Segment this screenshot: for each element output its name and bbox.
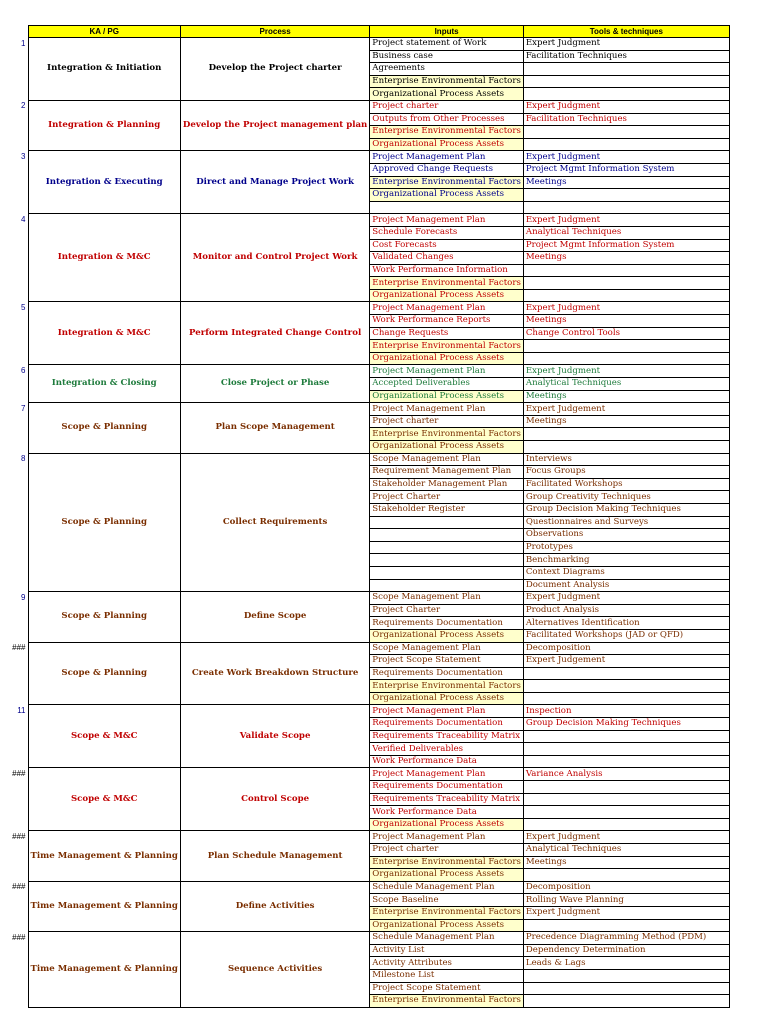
- table-row: [6, 365, 729, 378]
- input-cell: Requirements Traceability Matrix: [370, 793, 524, 806]
- input-cell: Organizational Process Assets: [370, 869, 524, 882]
- input-cell: Organizational Process Assets: [370, 289, 524, 302]
- input-cell: [370, 529, 524, 542]
- tool-cell: Meetings: [523, 390, 729, 403]
- input-cell: Work Performance Reports: [370, 315, 524, 328]
- tool-cell: Decomposition: [523, 881, 729, 894]
- tool-cell: [523, 277, 729, 290]
- table-row: [6, 453, 729, 466]
- tool-cell: [523, 919, 729, 932]
- knowledge-area-cell: Scope & Planning: [28, 453, 180, 592]
- tool-cell: Meetings: [523, 415, 729, 428]
- tool-cell: [523, 88, 729, 101]
- input-cell: Activity List: [370, 944, 524, 957]
- input-cell: Organizational Process Assets: [370, 629, 524, 642]
- process-number: 8: [21, 454, 26, 464]
- input-cell: Project charter: [370, 844, 524, 857]
- input-cell: Stakeholder Register: [370, 503, 524, 516]
- process-name-cell: Direct and Manage Project Work: [180, 151, 369, 214]
- input-cell: [370, 579, 524, 592]
- input-cell: Requirement Management Plan: [370, 466, 524, 479]
- input-cell: Organizational Process Assets: [370, 692, 524, 705]
- process-name-cell: Perform Integrated Change Control: [180, 302, 369, 365]
- knowledge-area-cell: Scope & M&C: [28, 705, 180, 768]
- input-cell: Project charter: [370, 415, 524, 428]
- knowledge-area-cell: Integration & M&C: [28, 302, 180, 365]
- input-cell: Verified Deliverables: [370, 743, 524, 756]
- input-cell: Project Charter: [370, 491, 524, 504]
- input-cell: Work Performance Data: [370, 755, 524, 768]
- tool-cell: [523, 730, 729, 743]
- input-cell: Enterprise Environmental Factors: [370, 277, 524, 290]
- input-cell: Requirements Documentation: [370, 667, 524, 680]
- tool-cell: [523, 352, 729, 365]
- header-process: Process: [180, 26, 369, 38]
- process-number: 3: [21, 151, 26, 161]
- input-cell: Organizational Process Assets: [370, 818, 524, 831]
- tool-cell: Observations: [523, 529, 729, 542]
- process-number: 6: [21, 365, 26, 375]
- tool-cell: Alternatives Identification: [523, 617, 729, 630]
- tool-cell: Facilitated Workshops: [523, 478, 729, 491]
- input-cell: Validated Changes: [370, 252, 524, 265]
- input-cell: Project Management Plan: [370, 705, 524, 718]
- tool-cell: Analytical Techniques: [523, 226, 729, 239]
- knowledge-area-cell: Scope & Planning: [28, 592, 180, 642]
- table-row: [6, 642, 729, 655]
- process-number: ###: [12, 932, 26, 942]
- process-name-cell: Define Activities: [180, 881, 369, 931]
- table-row: [6, 302, 729, 315]
- tool-cell: Expert Judgment: [523, 365, 729, 378]
- tool-cell: Facilitation Techniques: [523, 50, 729, 63]
- process-number: 2: [21, 101, 26, 111]
- tool-cell: [523, 63, 729, 76]
- tool-cell: [523, 289, 729, 302]
- process-number: 9: [21, 592, 26, 602]
- input-cell: Enterprise Environmental Factors: [370, 906, 524, 919]
- tool-cell: Benchmarking: [523, 554, 729, 567]
- process-number: ###: [12, 643, 26, 652]
- input-cell: Enterprise Environmental Factors: [370, 176, 524, 189]
- tool-cell: [523, 692, 729, 705]
- tool-cell: Expert Judgment: [523, 38, 729, 51]
- table-row: [6, 705, 729, 718]
- process-number: ###: [12, 768, 26, 778]
- input-cell: Requirements Documentation: [370, 617, 524, 630]
- tool-cell: [523, 781, 729, 794]
- input-cell: Enterprise Environmental Factors: [370, 680, 524, 693]
- input-cell: Organizational Process Assets: [370, 88, 524, 101]
- header-ka-pg: KA / PG: [28, 26, 180, 38]
- tool-cell: [523, 126, 729, 139]
- table-row: [6, 403, 729, 416]
- tool-cell: Expert Judgment: [523, 302, 729, 315]
- tool-cell: Interviews: [523, 453, 729, 466]
- tool-cell: [523, 995, 729, 1008]
- knowledge-area-cell: Integration & M&C: [28, 214, 180, 302]
- process-name-cell: Validate Scope: [180, 705, 369, 768]
- table-row: [6, 100, 729, 113]
- input-cell: Milestone List: [370, 969, 524, 982]
- input-cell: Organizational Process Assets: [370, 189, 524, 202]
- input-cell: Organizational Process Assets: [370, 352, 524, 365]
- input-cell: Scope Management Plan: [370, 642, 524, 655]
- tool-cell: Facilitation Techniques: [523, 113, 729, 126]
- process-number: 1: [21, 38, 26, 48]
- input-cell: Approved Change Requests: [370, 163, 524, 176]
- tool-cell: [523, 201, 729, 214]
- input-cell: Cost Forecasts: [370, 239, 524, 252]
- tool-cell: [523, 75, 729, 88]
- input-cell: Organizational Process Assets: [370, 441, 524, 454]
- tool-cell: Decomposition: [523, 642, 729, 655]
- input-cell: Project Management Plan: [370, 151, 524, 164]
- tool-cell: Prototypes: [523, 541, 729, 554]
- tool-cell: [523, 806, 729, 819]
- table-row: [6, 214, 729, 227]
- input-cell: Scope Management Plan: [370, 592, 524, 605]
- tool-cell: [523, 869, 729, 882]
- input-cell: Project Management Plan: [370, 365, 524, 378]
- tool-cell: Expert Judgment: [523, 100, 729, 113]
- knowledge-area-cell: Time Management & Planning: [28, 881, 180, 931]
- process-name-cell: Create Work Breakdown Structure: [180, 642, 369, 705]
- header-tools: Tools & techniques: [523, 26, 729, 38]
- table-row: [6, 881, 729, 894]
- input-cell: Project Management Plan: [370, 403, 524, 416]
- knowledge-area-cell: Integration & Planning: [28, 100, 180, 150]
- tool-cell: [523, 340, 729, 353]
- process-name-cell: Collect Requirements: [180, 453, 369, 592]
- knowledge-area-cell: Integration & Executing: [28, 151, 180, 214]
- input-cell: Enterprise Environmental Factors: [370, 856, 524, 869]
- input-cell: Enterprise Environmental Factors: [370, 340, 524, 353]
- tool-cell: [523, 264, 729, 277]
- input-cell: Stakeholder Management Plan: [370, 478, 524, 491]
- tool-cell: [523, 667, 729, 680]
- knowledge-area-cell: Integration & Closing: [28, 365, 180, 403]
- tool-cell: Meetings: [523, 315, 729, 328]
- tool-cell: [523, 189, 729, 202]
- tool-cell: Group Decision Making Techniques: [523, 718, 729, 731]
- input-cell: Organizational Process Assets: [370, 919, 524, 932]
- tool-cell: Expert Judgment: [523, 831, 729, 844]
- input-cell: Schedule Management Plan: [370, 932, 524, 945]
- input-cell: [370, 566, 524, 579]
- process-name-cell: Plan Schedule Management: [180, 831, 369, 881]
- input-cell: [370, 201, 524, 214]
- tool-cell: Group Decision Making Techniques: [523, 503, 729, 516]
- tool-cell: Meetings: [523, 252, 729, 265]
- tool-cell: Facilitated Workshops (JAD or QFD): [523, 629, 729, 642]
- input-cell: Agreements: [370, 63, 524, 76]
- input-cell: Change Requests: [370, 327, 524, 340]
- tool-cell: Project Mgmt Information System: [523, 239, 729, 252]
- process-number: ###: [12, 831, 26, 841]
- input-cell: Project Management Plan: [370, 768, 524, 781]
- input-cell: Scope Baseline: [370, 894, 524, 907]
- tool-cell: [523, 441, 729, 454]
- input-cell: [370, 541, 524, 554]
- input-cell: Requirements Documentation: [370, 781, 524, 794]
- process-number: ###: [12, 882, 26, 892]
- input-cell: Enterprise Environmental Factors: [370, 75, 524, 88]
- tool-cell: [523, 428, 729, 441]
- tool-cell: Expert Judgment: [523, 906, 729, 919]
- tool-cell: [523, 969, 729, 982]
- tool-cell: Inspection: [523, 705, 729, 718]
- input-cell: Organizational Process Assets: [370, 390, 524, 403]
- header-row: [6, 26, 729, 38]
- itto-table: [6, 25, 730, 1008]
- tool-cell: Precedence Diagramming Method (PDM): [523, 932, 729, 945]
- input-cell: Project statement of Work: [370, 38, 524, 51]
- tool-cell: Dependency Determination: [523, 944, 729, 957]
- tool-cell: Project Mgmt Information System: [523, 163, 729, 176]
- input-cell: Enterprise Environmental Factors: [370, 126, 524, 139]
- tool-cell: Leads & Lags: [523, 957, 729, 970]
- tool-cell: Context Diagrams: [523, 566, 729, 579]
- process-name-cell: Develop the Project charter: [180, 38, 369, 101]
- tool-cell: Variance Analysis: [523, 768, 729, 781]
- tool-cell: Expert Judgement: [523, 655, 729, 668]
- process-name-cell: Sequence Activities: [180, 932, 369, 1008]
- input-cell: Project Management Plan: [370, 302, 524, 315]
- process-name-cell: Plan Scope Management: [180, 403, 369, 453]
- knowledge-area-cell: Time Management & Planning: [28, 831, 180, 881]
- process-number: 4: [21, 214, 26, 224]
- tool-cell: Document Analysis: [523, 579, 729, 592]
- table-row: [6, 151, 729, 164]
- input-cell: Project Scope Statement: [370, 655, 524, 668]
- tool-cell: Product Analysis: [523, 604, 729, 617]
- input-cell: [370, 554, 524, 567]
- tool-cell: Expert Judgement: [523, 403, 729, 416]
- input-cell: Outputs from Other Processes: [370, 113, 524, 126]
- process-name-cell: Close Project or Phase: [180, 365, 369, 403]
- input-cell: Business case: [370, 50, 524, 63]
- tool-cell: [523, 793, 729, 806]
- process-name-cell: Monitor and Control Project Work: [180, 214, 369, 302]
- tool-cell: Expert Judgment: [523, 214, 729, 227]
- table-row: [6, 768, 729, 781]
- tool-cell: [523, 982, 729, 995]
- knowledge-area-cell: Integration & Initiation: [28, 38, 180, 101]
- process-number: 11: [17, 705, 26, 715]
- tool-cell: Change Control Tools: [523, 327, 729, 340]
- tool-cell: Questionnaires and Surveys: [523, 516, 729, 529]
- tool-cell: [523, 680, 729, 693]
- table-body: [6, 38, 729, 1008]
- process-name-cell: Develop the Project management plan: [180, 100, 369, 150]
- input-cell: Schedule Management Plan: [370, 881, 524, 894]
- knowledge-area-cell: Time Management & Planning: [28, 932, 180, 1008]
- table-row: [6, 831, 729, 844]
- input-cell: Work Performance Information: [370, 264, 524, 277]
- tool-cell: Expert Judgment: [523, 151, 729, 164]
- tool-cell: [523, 755, 729, 768]
- header-num: [6, 26, 28, 38]
- input-cell: Project Management Plan: [370, 214, 524, 227]
- tool-cell: [523, 743, 729, 756]
- input-cell: Requirements Traceability Matrix: [370, 730, 524, 743]
- header-inputs: Inputs: [370, 26, 524, 38]
- process-name-cell: Control Scope: [180, 768, 369, 831]
- tool-cell: Group Creativity Techniques: [523, 491, 729, 504]
- tool-cell: Rolling Wave Planning: [523, 894, 729, 907]
- tool-cell: Expert Judgment: [523, 592, 729, 605]
- input-cell: Schedule Forecasts: [370, 226, 524, 239]
- input-cell: [370, 516, 524, 529]
- tool-cell: Analytical Techniques: [523, 378, 729, 391]
- input-cell: Enterprise Environmental Factors: [370, 995, 524, 1008]
- table-row: [6, 592, 729, 605]
- tool-cell: Analytical Techniques: [523, 844, 729, 857]
- input-cell: Project Management Plan: [370, 831, 524, 844]
- input-cell: Organizational Process Assets: [370, 138, 524, 151]
- input-cell: Accepted Deliverables: [370, 378, 524, 391]
- table-row: [6, 38, 729, 51]
- table-row: [6, 932, 729, 945]
- input-cell: Project charter: [370, 100, 524, 113]
- tool-cell: [523, 138, 729, 151]
- input-cell: Scope Management Plan: [370, 453, 524, 466]
- tool-cell: Focus Groups: [523, 466, 729, 479]
- input-cell: Requirements Documentation: [370, 718, 524, 731]
- tool-cell: Meetings: [523, 856, 729, 869]
- process-number: 5: [21, 302, 26, 312]
- input-cell: Project Scope Statement: [370, 982, 524, 995]
- tool-cell: Meetings: [523, 176, 729, 189]
- input-cell: Activity Attributes: [370, 957, 524, 970]
- knowledge-area-cell: Scope & Planning: [28, 642, 180, 705]
- process-name-cell: Define Scope: [180, 592, 369, 642]
- knowledge-area-cell: Scope & M&C: [28, 768, 180, 831]
- tool-cell: [523, 818, 729, 831]
- input-cell: Project Charter: [370, 604, 524, 617]
- input-cell: Enterprise Environmental Factors: [370, 428, 524, 441]
- knowledge-area-cell: Scope & Planning: [28, 403, 180, 453]
- process-number: 7: [21, 403, 26, 413]
- input-cell: Work Performance Data: [370, 806, 524, 819]
